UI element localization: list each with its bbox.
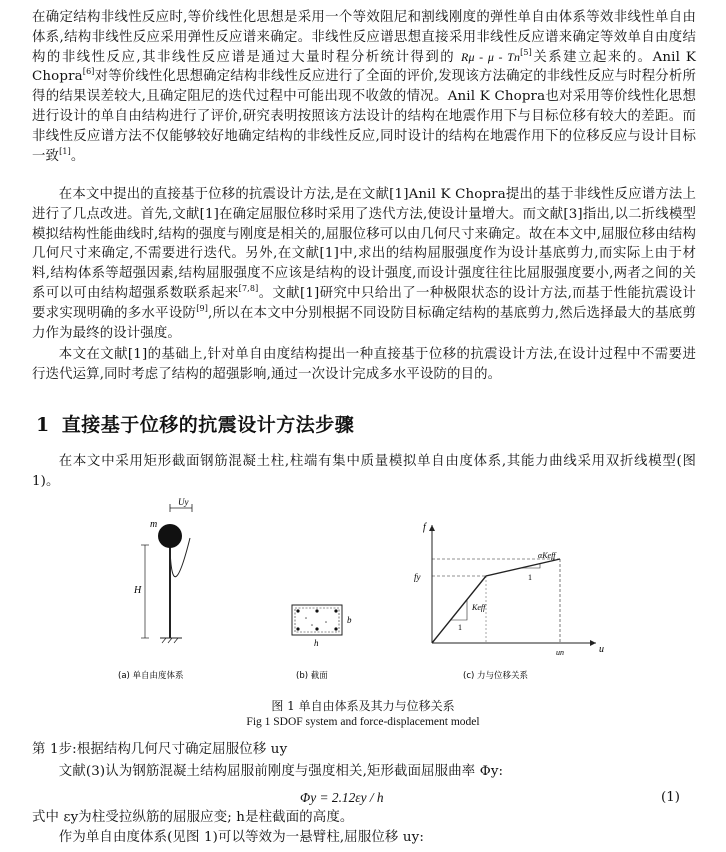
- figure-title-cn: 图 1 单自由体系及其力与位移关系: [271, 699, 455, 713]
- paragraph-4: [32, 452, 696, 492]
- section-title: 直接基于位移的抗震设计方法步骤: [61, 414, 355, 436]
- paragraph-2: [32, 185, 696, 343]
- caption-c: (c) 力与位移关系: [463, 671, 529, 681]
- caption-b: (b) 截面: [296, 671, 328, 681]
- un-label: un: [556, 648, 564, 657]
- equation-1: Φy = 2.12εy / h: [300, 790, 384, 805]
- slope-one-label: 1: [458, 623, 462, 632]
- paragraph-2-text: 在本文中提出的直接基于位移的抗震设计方法,是在文献[1]Anil K Chopra提出的基于非线性反应谱方法上进行了几点改进。首先,文献[1]在确定屈服位移时采用了迭代方法,使设计量增大。而文献[3]指出,以二折线模型模拟结构性能曲线时,结构的强度与刚度是相关的,屈服位移可以由几何尺寸来确定。故在本文中,屈服位移由结构几何尺寸来确定,不需要进行迭代。另外,在文献[1]中,求出的结构屈服强度作为设计基底剪力,而实际上由于材料,结构体系等超强因素,结构屈服强度不应该是结构的设计强度,而设计强度往往比屈服强度要小,两者之间的关系可以可由结构超强系数联系起来: [32, 187, 696, 301]
- sdof-system-diagram: [118, 497, 192, 681]
- section-h-label: h: [314, 638, 319, 648]
- section-heading: [36, 410, 354, 437]
- alpha-keff-label: αKeff: [538, 551, 556, 560]
- paragraph-5: [32, 762, 696, 782]
- citation: [5]: [520, 47, 532, 57]
- paragraph-2-text-c: ,所以在本文中分别根据不同设防目标确定结构的基底剪力,然后选择最大的基底剪力作为最终的设计强度。: [32, 305, 696, 341]
- section-number: 1: [36, 414, 50, 436]
- paragraph-7-text: 作为单自由度体系(见图 1)可以等效为一悬臂柱,屈服位移 uy:: [58, 830, 425, 845]
- mass-label: m: [150, 519, 158, 530]
- step-1-text: 第 1步:根据结构几何尺寸确定屈服位移 uy: [32, 742, 288, 757]
- paragraph-5-text: 文献(3)认为钢筋混凝土结构屈服前刚度与强度相关,矩形截面屈服曲率 Φy:: [58, 764, 504, 779]
- paragraph-6-text: 式中 εy为柱受拉纵筋的屈服应变; h是柱截面的高度。: [32, 810, 354, 825]
- section-diagram: [292, 605, 352, 681]
- paragraph-2-text-b: 。文献[1]研究中只给出了一种极限状态的设计方法,而基于性能抗震设计要求实现明确的多水平设防: [32, 285, 697, 321]
- f-axis-label: f: [423, 522, 426, 533]
- u-axis-label: u: [599, 644, 604, 655]
- paragraph-3-text: 本文在文献[1]的基础上,针对单自由度结构提出一种直接基于位移的抗震设计方法,在设计过程中不需要进行迭代运算,同时考虑了结构的超强影响,通过一次设计完成多水平设防的目的。: [32, 347, 696, 382]
- bilinear-curve: [432, 559, 560, 643]
- figure-title-en: Fig 1 SDOF system and force-displacement model: [246, 716, 480, 728]
- citation: [1]: [59, 146, 71, 156]
- paragraph-1-text-c: 对等价线性化思想确定结构非线性反应进行了全面的评价,发现该方法确定的非线性反应与时程分析所得的结果误差较大,且确定阻尼的迭代过程中可能出现不收敛的情况。Anil K Chopra也对采用等价线性化思想进行设计的单自由结构进行了评价,研究表明按照该方法设计的结构在地震作用下与目标位移有较大的差距。而非线性反应谱方法不仅能够较好地确定结构的非线性反应,同时设计的结构在地震作用下的位移反应与设计目标一致: [32, 69, 696, 164]
- uy-label: Uy: [178, 497, 189, 507]
- paragraph-1-text-b: 关系建立起来的。Anil K Chopra: [32, 49, 696, 85]
- caption-a: (a) 单自由度体系: [118, 671, 184, 681]
- punct: 。: [70, 148, 85, 164]
- keff-label: Keff: [472, 603, 486, 612]
- paragraph-1: [32, 8, 696, 166]
- figure-1: [0, 495, 726, 695]
- citation: [6]: [82, 67, 95, 77]
- force-displacement-chart: [414, 522, 604, 681]
- section-b-label: b: [347, 615, 352, 625]
- paragraph-6: [32, 808, 696, 828]
- citation: [7,8]: [238, 283, 259, 293]
- formula-r-mu-t: Rμ - μ - Tn: [460, 49, 521, 64]
- mass-circle: [158, 524, 182, 548]
- paragraph-4-text: 在本文中采用矩形截面钢筋混凝土柱,柱端有集中质量模拟单自由度体系,其能力曲线采用双折线模型(图 1)。: [32, 454, 696, 489]
- paragraph-3: [32, 345, 696, 385]
- fy-label: fy: [414, 572, 421, 582]
- slope-one-label-2: 1: [528, 573, 532, 582]
- paragraph-7: [32, 828, 696, 848]
- citation: [9]: [196, 303, 209, 313]
- step-1: [32, 740, 696, 760]
- equation-number: (1): [661, 790, 680, 805]
- height-label: H: [134, 585, 142, 596]
- paragraph-1-text: 在确定结构非线性反应时,等价线性化思想是采用一个等效阻尼和割线刚度的弹性单自由体系等效非线性单自由体系,结构非线性反应采用弹性反应谱来确定。非线性反应谱思想直接采用非线性反应谱来确定等效单自由度结构的非线性反应,其非线性反应谱是通过大量时程分析统计得到的: [32, 10, 696, 65]
